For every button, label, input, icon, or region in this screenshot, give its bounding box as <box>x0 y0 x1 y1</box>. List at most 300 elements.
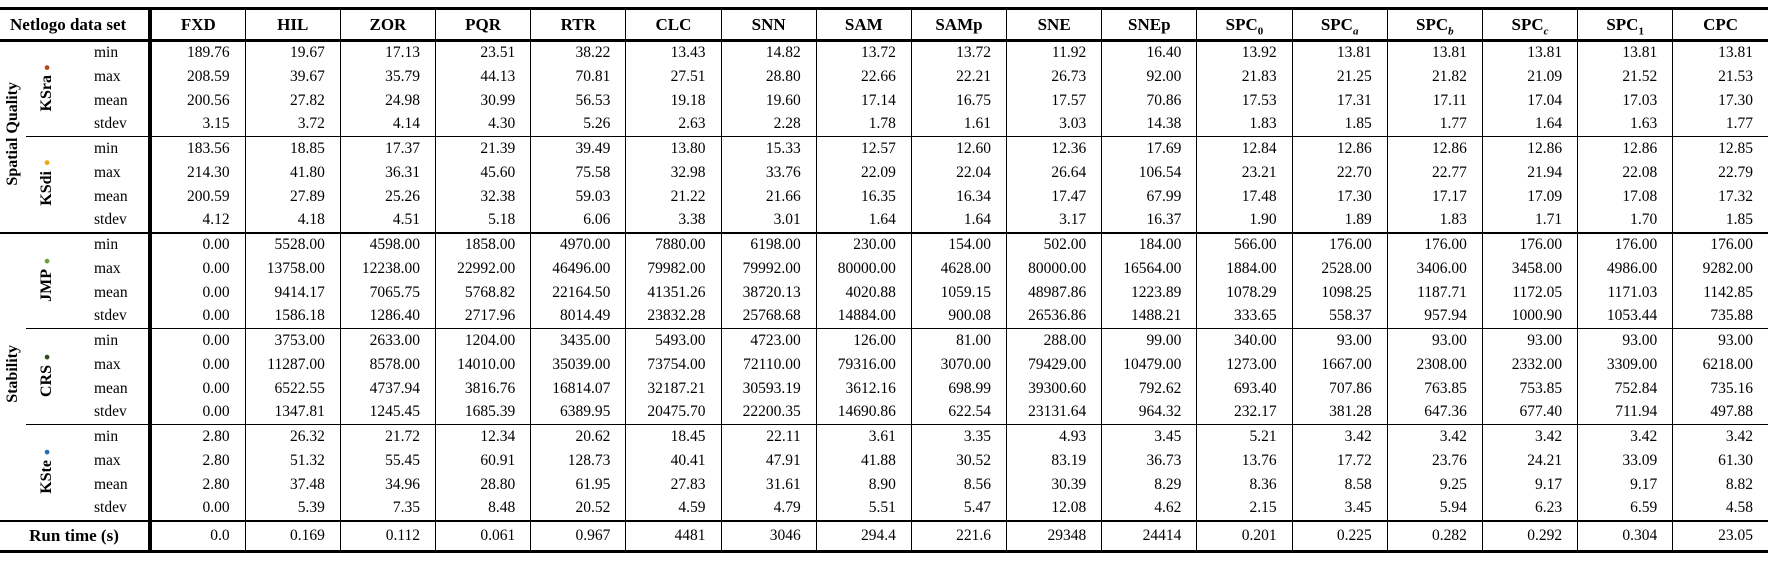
data-cell: 1059.15 <box>911 281 1006 305</box>
column-header-hil <box>245 9 340 41</box>
data-cell: 3.42 <box>1578 425 1673 449</box>
stat-label-cell <box>68 41 150 65</box>
data-cell: 1.61 <box>911 113 1006 137</box>
column-header-subscript: 1 <box>1638 24 1644 37</box>
data-cell: 81.00 <box>911 329 1006 353</box>
data-cell: 1.85 <box>1673 209 1768 233</box>
netlogo-results-table <box>0 7 1768 553</box>
data-cell: 0.061 <box>436 521 531 552</box>
data-cell: 176.00 <box>1482 233 1577 257</box>
metric-label-crs <box>39 351 55 397</box>
data-cell: 30593.19 <box>721 377 816 401</box>
stat-label: stdev <box>94 403 127 421</box>
data-cell: 1.64 <box>816 209 911 233</box>
data-cell: 763.85 <box>1387 377 1482 401</box>
data-cell: 35039.00 <box>531 353 626 377</box>
stat-label: min <box>94 236 119 253</box>
data-cell: 3.72 <box>245 113 340 137</box>
table-row <box>0 65 1768 89</box>
group-label-stability: Stability <box>4 345 21 403</box>
data-cell: 5.21 <box>1197 425 1292 449</box>
data-cell: 3.42 <box>1387 425 1482 449</box>
data-cell: 7065.75 <box>340 281 435 305</box>
data-cell: 221.6 <box>911 521 1006 552</box>
data-cell: 21.39 <box>436 137 531 161</box>
data-cell: 16.40 <box>1102 41 1197 65</box>
data-cell: 5.39 <box>245 497 340 521</box>
column-header-spcb <box>1387 9 1482 41</box>
column-header-subscript: c <box>1543 24 1549 37</box>
data-cell: 70.81 <box>531 65 626 89</box>
data-cell: 22.11 <box>721 425 816 449</box>
data-cell: 17.17 <box>1387 185 1482 209</box>
stat-label-cell <box>68 473 150 497</box>
data-cell: 1.77 <box>1673 113 1768 137</box>
data-cell: 21.94 <box>1482 161 1577 185</box>
data-cell: 622.54 <box>911 401 1006 425</box>
data-cell: 4.30 <box>436 113 531 137</box>
data-cell: 3.42 <box>1673 425 1768 449</box>
data-cell: 200.59 <box>150 185 245 209</box>
table-head <box>0 9 1768 41</box>
data-cell: 13758.00 <box>245 257 340 281</box>
data-cell: 4.59 <box>626 497 721 521</box>
data-cell: 0.00 <box>150 353 245 377</box>
data-cell: 1586.18 <box>245 305 340 329</box>
data-cell: 13.81 <box>1292 41 1387 65</box>
stat-label-cell <box>68 89 150 113</box>
table-row <box>0 497 1768 521</box>
data-cell: 13.81 <box>1578 41 1673 65</box>
stat-label-cell <box>68 353 150 377</box>
data-cell: 21.66 <box>721 185 816 209</box>
data-cell: 14.82 <box>721 41 816 65</box>
column-header-spc0 <box>1197 9 1292 41</box>
data-cell: 5.26 <box>531 113 626 137</box>
data-cell: 2.28 <box>721 113 816 137</box>
column-header-label: HIL <box>277 14 309 34</box>
stat-label-cell <box>68 281 150 305</box>
data-cell: 0.0 <box>150 521 245 552</box>
data-cell: 0.282 <box>1387 521 1482 552</box>
data-cell: 3.61 <box>816 425 911 449</box>
stat-label-cell <box>68 233 150 257</box>
data-cell: 60.91 <box>436 449 531 473</box>
metric-color-dot: ● <box>41 157 53 170</box>
data-cell: 128.73 <box>531 449 626 473</box>
stat-label-cell <box>68 113 150 137</box>
data-cell: 1286.40 <box>340 305 435 329</box>
data-cell: 3.42 <box>1292 425 1387 449</box>
data-cell: 20475.70 <box>626 401 721 425</box>
data-cell: 4.58 <box>1673 497 1768 521</box>
data-cell: 176.00 <box>1578 233 1673 257</box>
data-cell: 20.52 <box>531 497 626 521</box>
data-cell: 12.85 <box>1673 137 1768 161</box>
metric-name: KSdi <box>38 171 55 207</box>
data-cell: 19.67 <box>245 41 340 65</box>
data-cell: 5.51 <box>816 497 911 521</box>
column-header-zor <box>340 9 435 41</box>
data-cell: 0.00 <box>150 377 245 401</box>
data-cell: 3406.00 <box>1387 257 1482 281</box>
data-cell: 73754.00 <box>626 353 721 377</box>
data-cell: 14010.00 <box>436 353 531 377</box>
group-cell-spatial-quality <box>0 41 26 233</box>
data-cell: 2.80 <box>150 449 245 473</box>
data-cell: 80000.00 <box>816 257 911 281</box>
data-cell: 93.00 <box>1292 329 1387 353</box>
data-cell: 17.08 <box>1578 185 1673 209</box>
data-cell: 183.56 <box>150 137 245 161</box>
data-cell: 4.62 <box>1102 497 1197 521</box>
data-cell: 12.86 <box>1482 137 1577 161</box>
data-cell: 22200.35 <box>721 401 816 425</box>
data-cell: 2528.00 <box>1292 257 1387 281</box>
data-cell: 39300.60 <box>1007 377 1102 401</box>
column-header-label: CLC <box>655 14 692 34</box>
runtime-label: Run time (s) <box>29 525 119 545</box>
data-cell: 1171.03 <box>1578 281 1673 305</box>
data-cell: 1187.71 <box>1387 281 1482 305</box>
data-cell: 33.09 <box>1578 449 1673 473</box>
data-cell: 711.94 <box>1578 401 1673 425</box>
data-cell: 30.52 <box>911 449 1006 473</box>
data-cell: 184.00 <box>1102 233 1197 257</box>
metric-cell-ksra <box>26 41 68 137</box>
stat-label: min <box>94 427 119 445</box>
data-cell: 28.80 <box>436 473 531 497</box>
column-header-label: SNEp <box>1128 14 1171 34</box>
stat-label-cell <box>68 257 150 281</box>
data-cell: 8.90 <box>816 473 911 497</box>
data-cell: 8578.00 <box>340 353 435 377</box>
data-cell: 0.292 <box>1482 521 1577 552</box>
table-row <box>0 113 1768 137</box>
data-cell: 22992.00 <box>436 257 531 281</box>
metric-color-dot: ● <box>41 445 53 458</box>
column-header-clc <box>626 9 721 41</box>
data-cell: 22.08 <box>1578 161 1673 185</box>
data-cell: 24.98 <box>340 89 435 113</box>
data-cell: 735.88 <box>1673 305 1768 329</box>
data-cell: 22.09 <box>816 161 911 185</box>
stat-label: mean <box>94 283 128 301</box>
data-cell: 1223.89 <box>1102 281 1197 305</box>
data-cell: 1.90 <box>1197 209 1292 233</box>
column-header-label: SPC <box>1225 14 1258 34</box>
stat-label-cell <box>68 329 150 353</box>
stat-label: stdev <box>94 499 127 516</box>
stat-label: stdev <box>94 307 127 325</box>
data-cell: 23131.64 <box>1007 401 1102 425</box>
data-cell: 3.38 <box>626 209 721 233</box>
metric-cell-crs <box>26 329 68 425</box>
data-cell: 2633.00 <box>340 329 435 353</box>
data-cell: 1.63 <box>1578 113 1673 137</box>
data-cell: 4986.00 <box>1578 257 1673 281</box>
stat-label: stdev <box>94 211 127 228</box>
data-cell: 36.31 <box>340 161 435 185</box>
data-cell: 32.38 <box>436 185 531 209</box>
data-cell: 93.00 <box>1673 329 1768 353</box>
metric-label-kste <box>39 446 55 494</box>
data-cell: 1667.00 <box>1292 353 1387 377</box>
stat-label-cell <box>68 377 150 401</box>
metric-color-dot: ● <box>41 61 53 74</box>
data-cell: 2332.00 <box>1482 353 1577 377</box>
data-cell: 27.89 <box>245 185 340 209</box>
data-cell: 13.76 <box>1197 449 1292 473</box>
data-cell: 12.86 <box>1578 137 1673 161</box>
data-cell: 6198.00 <box>721 233 816 257</box>
data-cell: 67.99 <box>1102 185 1197 209</box>
data-cell: 208.59 <box>150 65 245 89</box>
metric-color-dot: ● <box>41 350 53 363</box>
data-cell: 0.00 <box>150 281 245 305</box>
data-cell: 12.84 <box>1197 137 1292 161</box>
column-header-rtr <box>531 9 626 41</box>
table-row <box>0 257 1768 281</box>
data-cell: 80000.00 <box>1007 257 1102 281</box>
data-cell: 1858.00 <box>436 233 531 257</box>
data-cell: 502.00 <box>1007 233 1102 257</box>
stat-label-cell <box>68 209 150 233</box>
data-cell: 0.304 <box>1578 521 1673 552</box>
data-cell: 13.81 <box>1673 41 1768 65</box>
data-cell: 6.06 <box>531 209 626 233</box>
data-cell: 558.37 <box>1292 305 1387 329</box>
data-cell: 12.60 <box>911 137 1006 161</box>
data-cell: 8.48 <box>436 497 531 521</box>
column-header-subscript: 0 <box>1257 24 1264 37</box>
data-cell: 61.30 <box>1673 449 1768 473</box>
data-cell: 12.57 <box>816 137 911 161</box>
data-cell: 23832.28 <box>626 305 721 329</box>
data-cell: 93.00 <box>1387 329 1482 353</box>
data-cell: 21.22 <box>626 185 721 209</box>
metric-color-dot: ● <box>41 254 53 267</box>
data-cell: 26.32 <box>245 425 340 449</box>
table-row <box>0 137 1768 161</box>
data-cell: 677.40 <box>1482 401 1577 425</box>
data-cell: 21.25 <box>1292 65 1387 89</box>
data-cell: 8.56 <box>911 473 1006 497</box>
data-cell: 0.169 <box>245 521 340 552</box>
data-cell: 0.00 <box>150 233 245 257</box>
data-cell: 3046 <box>721 521 816 552</box>
data-cell: 214.30 <box>150 161 245 185</box>
data-cell: 17.47 <box>1007 185 1102 209</box>
data-cell: 8.29 <box>1102 473 1197 497</box>
stat-label: min <box>94 331 119 349</box>
data-cell: 8.36 <box>1197 473 1292 497</box>
data-cell: 232.17 <box>1197 401 1292 425</box>
data-cell: 12.08 <box>1007 497 1102 521</box>
data-cell: 230.00 <box>816 233 911 257</box>
data-cell: 21.09 <box>1482 65 1577 89</box>
data-cell: 9.17 <box>1482 473 1577 497</box>
data-cell: 5.94 <box>1387 497 1482 521</box>
stat-label-cell <box>68 305 150 329</box>
data-cell: 79982.00 <box>626 257 721 281</box>
data-cell: 2.80 <box>150 473 245 497</box>
data-cell: 200.56 <box>150 89 245 113</box>
table-title-cell: Netlogo data set <box>0 9 150 41</box>
data-cell: 0.00 <box>150 401 245 425</box>
data-cell: 3.42 <box>1482 425 1577 449</box>
table-row <box>0 185 1768 209</box>
data-cell: 51.32 <box>245 449 340 473</box>
data-cell: 176.00 <box>1673 233 1768 257</box>
data-cell: 3.17 <box>1007 209 1102 233</box>
data-cell: 9282.00 <box>1673 257 1768 281</box>
column-header-label: SNE <box>1037 14 1071 34</box>
column-header-sne <box>1007 9 1102 41</box>
header-row <box>0 9 1768 41</box>
data-cell: 0.967 <box>531 521 626 552</box>
stat-label: stdev <box>94 115 127 133</box>
data-cell: 340.00 <box>1197 329 1292 353</box>
metric-label-ksra <box>39 61 55 111</box>
data-cell: 59.03 <box>531 185 626 209</box>
data-cell: 3435.00 <box>531 329 626 353</box>
data-cell: 752.84 <box>1578 377 1673 401</box>
data-cell: 647.36 <box>1387 401 1482 425</box>
data-cell: 176.00 <box>1292 233 1387 257</box>
stat-label-cell <box>68 161 150 185</box>
column-header-label: SPC <box>1606 14 1639 34</box>
data-cell: 1000.90 <box>1482 305 1577 329</box>
data-cell: 0.00 <box>150 257 245 281</box>
data-cell: 288.00 <box>1007 329 1102 353</box>
data-cell: 106.54 <box>1102 161 1197 185</box>
table-row <box>0 209 1768 233</box>
metric-cell-ksdi <box>26 137 68 233</box>
data-cell: 1884.00 <box>1197 257 1292 281</box>
data-cell: 3.01 <box>721 209 816 233</box>
data-cell: 1245.45 <box>340 401 435 425</box>
data-cell: 27.51 <box>626 65 721 89</box>
data-cell: 22.21 <box>911 65 1006 89</box>
metric-name: JMP <box>38 268 55 302</box>
data-cell: 10479.00 <box>1102 353 1197 377</box>
data-cell: 38.22 <box>531 41 626 65</box>
data-cell: 70.86 <box>1102 89 1197 113</box>
stat-label-cell <box>68 425 150 449</box>
data-cell: 37.48 <box>245 473 340 497</box>
data-cell: 1347.81 <box>245 401 340 425</box>
metric-name: KSra <box>38 75 55 112</box>
data-cell: 17.30 <box>1673 89 1768 113</box>
data-cell: 22.79 <box>1673 161 1768 185</box>
data-cell: 14.38 <box>1102 113 1197 137</box>
data-cell: 0.201 <box>1197 521 1292 552</box>
metric-name: KSte <box>38 459 55 494</box>
data-cell: 93.00 <box>1482 329 1577 353</box>
data-cell: 8.58 <box>1292 473 1387 497</box>
stat-label-cell <box>68 401 150 425</box>
data-cell: 13.72 <box>816 41 911 65</box>
table-row <box>0 329 1768 353</box>
data-cell: 16.37 <box>1102 209 1197 233</box>
data-cell: 0.00 <box>150 329 245 353</box>
data-cell: 2.80 <box>150 425 245 449</box>
data-cell: 13.81 <box>1482 41 1577 65</box>
data-cell: 126.00 <box>816 329 911 353</box>
table-row <box>0 305 1768 329</box>
table-row <box>0 281 1768 305</box>
stat-label: min <box>94 44 119 62</box>
table-row <box>0 353 1768 377</box>
data-cell: 38720.13 <box>721 281 816 305</box>
data-cell: 4020.88 <box>816 281 911 305</box>
data-cell: 6389.95 <box>531 401 626 425</box>
data-cell: 4598.00 <box>340 233 435 257</box>
data-cell: 41.88 <box>816 449 911 473</box>
data-cell: 9414.17 <box>245 281 340 305</box>
data-cell: 17.31 <box>1292 89 1387 113</box>
data-cell: 17.30 <box>1292 185 1387 209</box>
data-cell: 22.66 <box>816 65 911 89</box>
table-row <box>0 41 1768 65</box>
column-header-label: SPC <box>1416 14 1449 34</box>
column-header-fxd <box>150 9 245 41</box>
table-row <box>0 89 1768 113</box>
stat-label: max <box>94 259 121 277</box>
data-cell: 27.83 <box>626 473 721 497</box>
data-cell: 22.77 <box>1387 161 1482 185</box>
data-cell: 4737.94 <box>340 377 435 401</box>
data-cell: 5493.00 <box>626 329 721 353</box>
data-cell: 32187.21 <box>626 377 721 401</box>
data-cell: 21.52 <box>1578 65 1673 89</box>
data-cell: 6218.00 <box>1673 353 1768 377</box>
table-row <box>0 473 1768 497</box>
data-cell: 12.86 <box>1292 137 1387 161</box>
data-cell: 55.45 <box>340 449 435 473</box>
data-cell: 17.03 <box>1578 89 1673 113</box>
table-row <box>0 449 1768 473</box>
data-cell: 15.33 <box>721 137 816 161</box>
stat-label: mean <box>94 91 128 109</box>
metric-cell-jmp <box>26 233 68 329</box>
data-cell: 707.86 <box>1292 377 1387 401</box>
data-cell: 12238.00 <box>340 257 435 281</box>
column-header-pqr <box>436 9 531 41</box>
stat-label-cell <box>68 497 150 521</box>
data-cell: 17.57 <box>1007 89 1102 113</box>
data-cell: 41351.26 <box>626 281 721 305</box>
stat-label: mean <box>94 475 128 493</box>
data-cell: 79429.00 <box>1007 353 1102 377</box>
data-cell: 29348 <box>1007 521 1102 552</box>
column-header-sam <box>816 9 911 41</box>
data-cell: 13.92 <box>1197 41 1292 65</box>
column-header-snep <box>1102 9 1197 41</box>
data-cell: 13.80 <box>626 137 721 161</box>
data-cell: 4.79 <box>721 497 816 521</box>
data-cell: 16564.00 <box>1102 257 1197 281</box>
data-cell: 12.86 <box>1387 137 1482 161</box>
data-cell: 6522.55 <box>245 377 340 401</box>
data-cell: 1273.00 <box>1197 353 1292 377</box>
data-cell: 17.14 <box>816 89 911 113</box>
data-cell: 1204.00 <box>436 329 531 353</box>
data-cell: 294.4 <box>816 521 911 552</box>
data-cell: 12.34 <box>436 425 531 449</box>
data-cell: 17.04 <box>1482 89 1577 113</box>
